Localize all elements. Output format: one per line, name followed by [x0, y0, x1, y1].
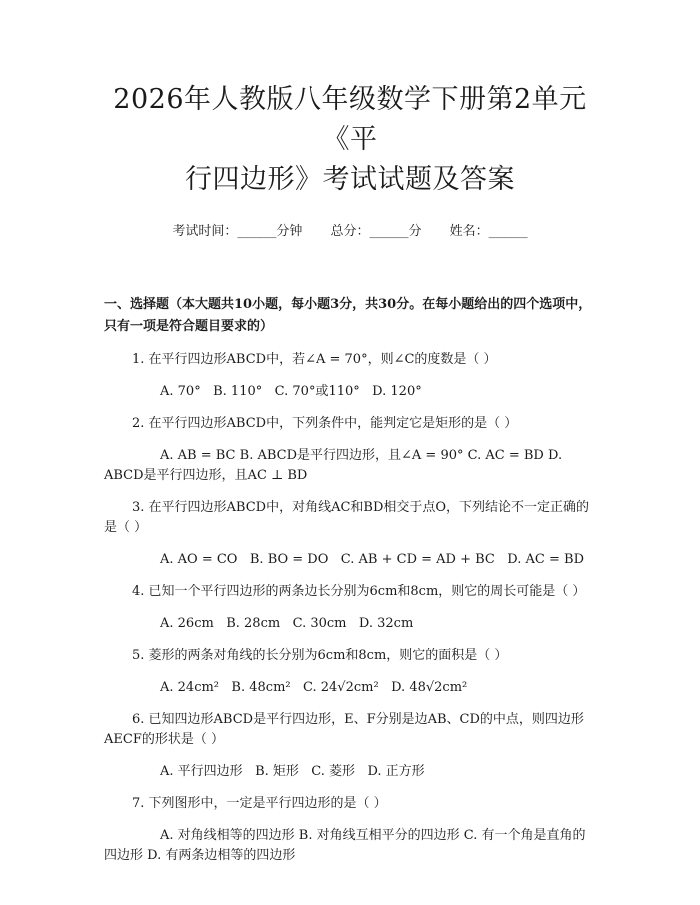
option-c: C. 70°或110°: [274, 384, 360, 399]
exam-title: [104, 0, 596, 200]
option-b: B. 对角线互相平分的四边形: [298, 828, 460, 843]
option-b: B. ABCD是平行四边形，且∠A = 90°: [239, 448, 464, 463]
option-a: A. 26cm: [160, 616, 214, 631]
question-stem: 1. 在平行四边形ABCD中，若∠A = 70°，则∠C的度数是（ ）: [132, 352, 497, 367]
option-d: D. 48√2cm²: [391, 680, 468, 695]
question-5: [104, 646, 596, 698]
option-b: B. BO = DO: [249, 552, 329, 567]
question-options: [104, 446, 596, 486]
option-a: A. 平行四边形: [160, 764, 243, 779]
exam-info-line: [104, 222, 596, 242]
question-options: [104, 614, 596, 634]
question-3: [104, 498, 596, 570]
question-4: [104, 582, 596, 634]
option-d: D. 32cm: [358, 616, 414, 631]
option-a: A. 24cm²: [160, 680, 220, 695]
option-a: A. 对角线相等的四边形: [160, 828, 295, 843]
title-line-2: 行四边形》考试试题及答案: [185, 164, 515, 195]
option-c: C. 有一个角是直角的四边形: [104, 828, 586, 863]
section-heading: 一、选择题（本大题共10小题，每小题3分，共30分。在每小题给出的四个选项中，只有一项是符合题目要求的）: [104, 297, 592, 334]
question-stem: 7. 下列图形中，一定是平行四边形的是（ ）: [132, 796, 387, 811]
question-6: [104, 710, 596, 782]
option-d: D. 正方形: [367, 764, 425, 779]
title-line-1: 2026年人教版八年级数学下册第2单元《平: [113, 84, 587, 155]
student-name: 姓名：______: [449, 224, 528, 239]
question-options: [104, 762, 596, 782]
question-stem: 6. 已知四边形ABCD是平行四边形，E、F分别是边AB、CD的中点，则四边形AECF的形状是（ ）: [104, 712, 584, 747]
option-d: D. 有两条边相等的四边形: [147, 848, 296, 863]
question-7: [104, 794, 596, 866]
option-a: A. AO = CO: [160, 552, 238, 567]
question-options: [104, 550, 596, 570]
question-options: [104, 382, 596, 402]
option-d: D. 120°: [372, 384, 422, 399]
question-stem: 3. 在平行四边形ABCD中，对角线AC和BD相交于点O，下列结论不一定正确的是（ ）: [104, 500, 590, 535]
question-options: [104, 826, 596, 866]
question-stem: 5. 菱形的两条对角线的长分别为6cm和8cm，则它的面积是（ ）: [132, 648, 508, 663]
option-c: C. 菱形: [311, 764, 356, 779]
question-options: [104, 678, 596, 698]
option-d: D. AC = BD: [507, 552, 584, 567]
question-1: [104, 350, 596, 402]
question-stem: 4. 已知一个平行四边形的两条边长分别为6cm和8cm，则它的周长可能是（ ）: [132, 584, 586, 599]
question-stem: 2. 在平行四边形ABCD中，下列条件中，能判定它是矩形的是（ ）: [132, 416, 518, 431]
question-2: [104, 414, 596, 486]
total-score: 总分：______分: [330, 224, 422, 239]
option-c: C. AB + CD = AD + BC: [340, 552, 495, 567]
option-c: C. AC = BD: [467, 448, 544, 463]
exam-time: 考试时间：______分钟: [172, 224, 303, 239]
option-b: B. 28cm: [226, 616, 281, 631]
option-d: D. ABCD是平行四边形，且AC ⊥ BD: [104, 448, 563, 483]
option-c: C. 24√2cm²: [303, 680, 379, 695]
option-b: B. 110°: [213, 384, 263, 399]
option-b: B. 48cm²: [231, 680, 291, 695]
option-b: B. 矩形: [255, 764, 299, 779]
option-a: A. AB = BC: [160, 448, 236, 463]
option-a: A. 70°: [160, 384, 201, 399]
option-c: C. 30cm: [292, 616, 347, 631]
